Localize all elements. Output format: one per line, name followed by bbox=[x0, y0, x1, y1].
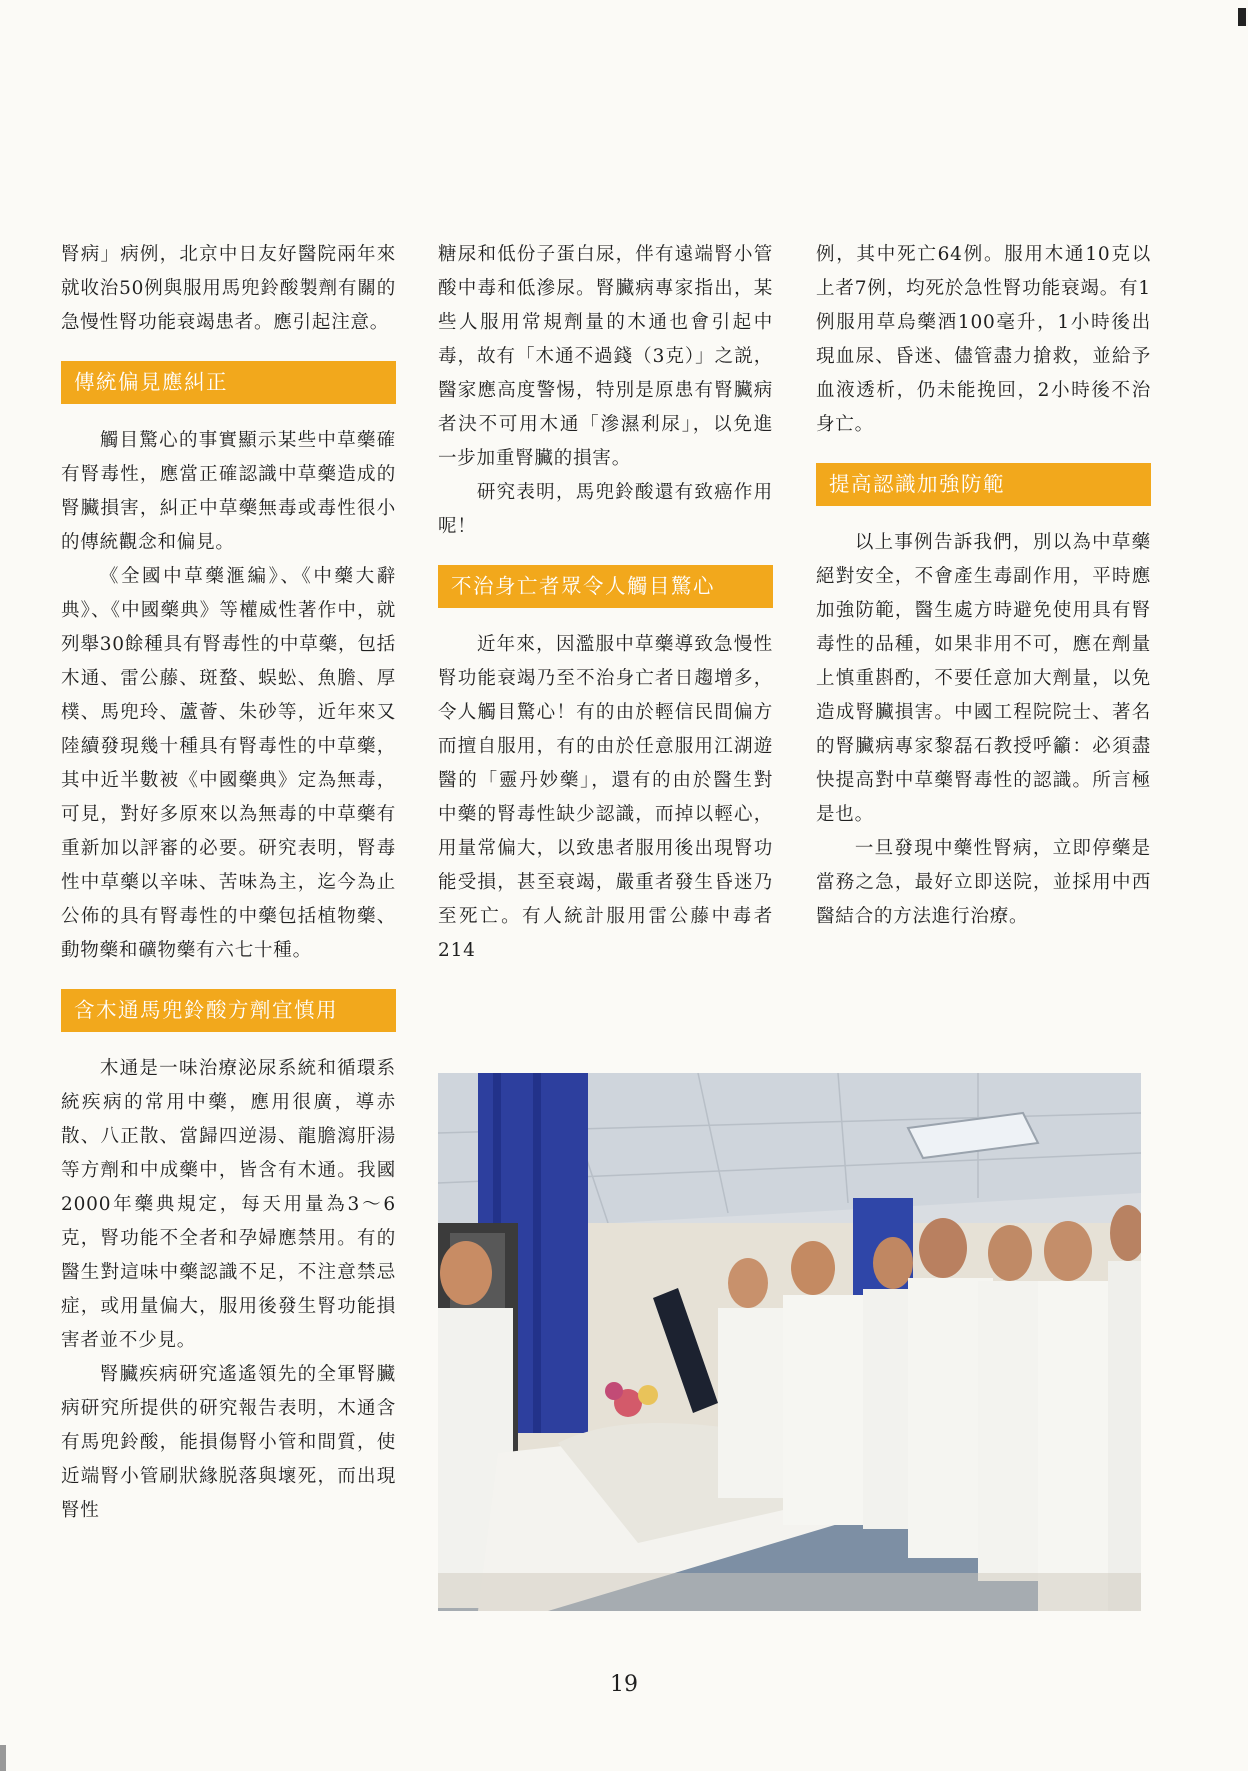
column-3 bbox=[816, 238, 1151, 934]
section-heading-deaths: 不治身亡者眾令人觸目驚心 bbox=[438, 565, 773, 608]
paragraph: 腎病」病例，北京中日友好醫院兩年來就收治50例與服用馬兜鈴酸製劑有關的急慢性腎功能衰竭患者。應引起注意。 bbox=[61, 244, 396, 333]
paragraph: 糖尿和低份子蛋白尿，伴有遠端腎小管酸中毒和低滲尿。腎臟病專家指出，某些人服用常規劑量的木通也會引起中毒，故有「木通不過錢（3克）」之説，醫家應高度警惕，特別是原患有腎臟病者決不可用木通「滲濕利尿」，以免進一步加重腎臟的損害。 bbox=[438, 244, 773, 469]
hospital-ward-photo bbox=[438, 1073, 1141, 1611]
paragraph: 《全國中草藥滙編》、《中藥大辭典》、《中國藥典》等權威性著作中，就列舉30餘種具有腎毒性的中草藥，包括木通、雷公藤、斑蝥、蜈蚣、魚膽、厚樸、馬兜玲、蘆薈、朱砂等，近年來又陸續發現幾十種具有腎毒性的中草藥，其中近半數被《中國藥典》定為無毒，可見，對好多原來以為無毒的中草藥有重新加以評審的必要。研究表明，腎毒性中草藥以辛味、苦味為主，迄今為止公佈的具有腎毒性的中藥包括植物藥、動物藥和礦物藥有六七十種。 bbox=[61, 566, 396, 961]
paragraph: 木通是一味治療泌尿系統和循環系統疾病的常用中藥，應用很廣，導赤散、八正散、當歸四逆湯、龍膽瀉肝湯等方劑和中成藥中，皆含有木通。我國2000年藥典規定，每天用量為3～6克，腎功能不全者和孕婦應禁用。有的醫生對這味中藥認識不足，不注意禁忌症，或用量偏大，服用後發生腎功能損害者並不少見。 bbox=[61, 1058, 396, 1351]
scan-edge-mark bbox=[0, 1745, 6, 1771]
column-2 bbox=[438, 238, 773, 968]
paragraph: 以上事例告訴我們，別以為中草藥絕對安全，不會產生毒副作用，平時應加強防範，醫生處方時避免使用具有腎毒性的品種，如果非用不可，應在劑量上慎重斟酌，不要任意加大劑量，以免造成腎臟損害。中國工程院院士、著名的腎臟病專家黎磊石教授呼籲：必須盡快提高對中草藥腎毒性的認識。所言極是也。 bbox=[816, 532, 1151, 825]
paragraph: 腎臟疾病研究遙遙領先的全軍腎臟病研究所提供的研究報告表明，木通含有馬兜鈴酸，能損傷腎小管和間質，使近端腎小管刷狀緣脱落與壞死，而出現腎性 bbox=[61, 1364, 396, 1521]
paragraph: 例，其中死亡64例。服用木通10克以上者7例，均死於急性腎功能衰竭。有1例服用草烏藥酒100毫升，1小時後出現血尿、昏迷、儘管盡力搶救，並給予血液透析，仍未能挽回，2小時後不治身亡。 bbox=[816, 244, 1151, 435]
scan-edge-mark bbox=[1238, 8, 1246, 26]
paragraph: 一旦發現中藥性腎病，立即停藥是當務之急，最好立即送院，並採用中西醫結合的方法進行治療。 bbox=[816, 838, 1151, 927]
paragraph: 觸目驚心的事實顯示某些中草藥確有腎毒性，應當正確認識中草藥造成的腎臟損害，糾正中草藥無毒或毒性很小的傳統觀念和偏見。 bbox=[61, 430, 396, 553]
page-number: 19 bbox=[610, 1672, 638, 1697]
section-heading-prevention: 提高認識加強防範 bbox=[816, 463, 1151, 506]
paragraph: 研究表明，馬兜鈴酸還有致癌作用呢！ bbox=[438, 482, 773, 537]
section-heading-traditional-bias: 傳統偏見應糾正 bbox=[61, 361, 396, 404]
column-1 bbox=[61, 238, 396, 1528]
section-heading-mutong-caution: 含木通馬兜鈴酸方劑宜慎用 bbox=[61, 989, 396, 1032]
paragraph: 近年來，因濫服中草藥導致急慢性腎功能衰竭乃至不治身亡者日趨增多，令人觸目驚心！有的由於輕信民間偏方而擅自服用，有的由於任意服用江湖遊醫的「靈丹妙藥」，還有的由於醫生對中藥的腎毒性缺少認識，而掉以輕心，用量常偏大，以致患者服用後出現腎功能受損，甚至衰竭，嚴重者發生昏迷乃至死亡。有人統計服用雷公藤中毒者214 bbox=[438, 634, 773, 961]
